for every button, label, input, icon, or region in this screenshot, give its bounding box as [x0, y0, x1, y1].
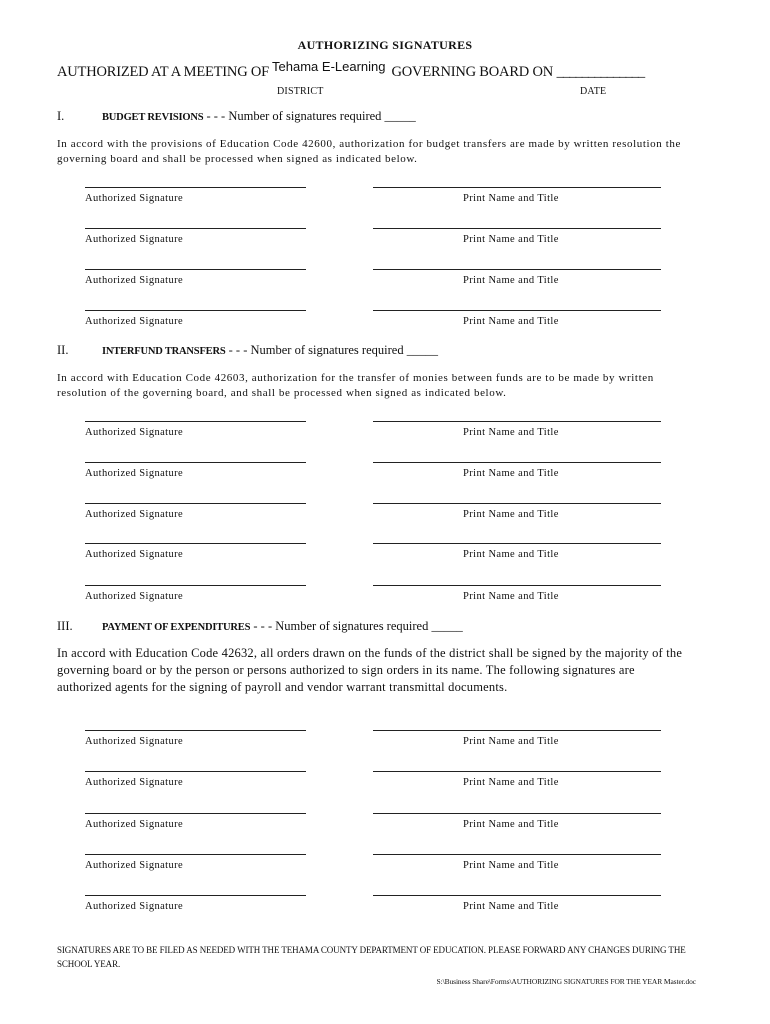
print-name-title-line[interactable]: [373, 462, 661, 463]
section-paragraph: In accord with the provisions of Education Code 42600, authorization for budget transfers are made by written resolution the governing board and shall be processed when signed as indicated below.: [57, 138, 681, 165]
print-name-title-label: Print Name and Title: [463, 549, 559, 560]
authorized-signature-label: Authorized Signature: [85, 860, 184, 871]
print-name-title-label: Print Name and Title: [463, 468, 559, 479]
print-name-title-label: Print Name and Title: [463, 316, 559, 327]
section-budget-revisions-heading: [57, 109, 64, 124]
print-name-title-label: Print Name and Title: [463, 591, 559, 602]
authorized-signature-line[interactable]: [85, 228, 306, 229]
authorized-signature-line[interactable]: [85, 462, 306, 463]
print-name-title-label: Print Name and Title: [463, 860, 559, 871]
print-name-title-label: Print Name and Title: [463, 275, 559, 286]
authorized-signature-line[interactable]: [85, 585, 306, 586]
section-title: INTERFUND TRANSFERS: [102, 346, 226, 357]
section-number: I.: [57, 109, 65, 123]
authorized-signature-label: Authorized Signature: [85, 549, 184, 560]
authorized-signature-line[interactable]: [85, 187, 306, 188]
signatures-required-field[interactable]: - - - Number of signatures required _____: [206, 109, 416, 123]
authorized-signature-line[interactable]: [85, 730, 306, 731]
print-name-title-line[interactable]: [373, 269, 661, 270]
authorized-signature-label: Authorized Signature: [85, 275, 184, 286]
print-name-title-label: Print Name and Title: [463, 193, 559, 204]
signatures-required-field[interactable]: - - - Number of signatures required _____: [228, 343, 438, 357]
authorized-signature-line[interactable]: [85, 310, 306, 311]
print-name-title-line[interactable]: [373, 503, 661, 504]
authorized-signature-label: Authorized Signature: [85, 234, 184, 245]
section-budget-revisions-title-row: [102, 109, 416, 124]
section-number: II.: [57, 343, 69, 357]
section-title: BUDGET REVISIONS: [102, 112, 204, 123]
print-name-title-label: Print Name and Title: [463, 901, 559, 912]
authorized-signature-label: Authorized Signature: [85, 193, 184, 204]
form-title: AUTHORIZING SIGNATURES: [297, 38, 473, 52]
authorized-signature-label: Authorized Signature: [85, 819, 184, 830]
print-name-title-line[interactable]: [373, 813, 661, 814]
print-name-title-label: Print Name and Title: [463, 777, 559, 788]
section-number: III.: [57, 619, 73, 633]
section-interfund-transfers-heading: [57, 343, 68, 358]
authorized-signature-label: Authorized Signature: [85, 427, 184, 438]
authorized-signature-label: Authorized Signature: [85, 591, 184, 602]
authorized-signature-label: Authorized Signature: [85, 901, 184, 912]
print-name-title-line[interactable]: [373, 585, 661, 586]
authorized-signature-label: Authorized Signature: [85, 777, 184, 788]
section-paragraph: In accord with Education Code 42632, all orders drawn on the funds of the district shall be signed by the majority of the governing board or by the person or persons authorized to sign orders in its name. The following signatures are authorized agents for the signing of payroll and vendor warrant transmittal documents.: [57, 646, 683, 694]
section-payment-of-expenditures-title-row: [102, 619, 463, 634]
authorized-signature-line[interactable]: [85, 813, 306, 814]
print-name-title-label: Print Name and Title: [463, 509, 559, 520]
district-caption: DISTRICT: [277, 86, 324, 97]
footer-note: SIGNATURES ARE TO BE FILED AS NEEDED WITH THE TEHAMA COUNTY DEPARTMENT OF EDUCATION. PLEASE FORWARD ANY CHANGES DURING THE SCHOOL YEAR.: [57, 945, 686, 969]
print-name-title-line[interactable]: [373, 228, 661, 229]
print-name-title-label: Print Name and Title: [463, 736, 559, 747]
print-name-title-label: Print Name and Title: [463, 234, 559, 245]
print-name-title-line[interactable]: [373, 730, 661, 731]
print-name-title-line[interactable]: [373, 421, 661, 422]
authorized-signature-line[interactable]: [85, 771, 306, 772]
print-name-title-line[interactable]: [373, 310, 661, 311]
section-interfund-transfers-title-row: [102, 343, 438, 358]
authorized-signature-label: Authorized Signature: [85, 468, 184, 479]
authorized-signature-line[interactable]: [85, 269, 306, 270]
file-path: S:\Business Share\Forms\AUTHORIZING SIGNATURES FOR THE YEAR Master.doc: [436, 977, 696, 986]
authorized-signature-line[interactable]: [85, 421, 306, 422]
print-name-title-label: Print Name and Title: [463, 819, 559, 830]
authorized-signature-line[interactable]: [85, 854, 306, 855]
section-payment-of-expenditures-heading: [57, 619, 73, 634]
print-name-title-line[interactable]: [373, 187, 661, 188]
header-mid: GOVERNING BOARD ON: [391, 64, 554, 80]
print-name-title-line[interactable]: [373, 854, 661, 855]
authorized-signature-line[interactable]: [85, 543, 306, 544]
section-title: PAYMENT OF EXPENDITURES: [102, 622, 251, 633]
authorized-signature-line[interactable]: [85, 503, 306, 504]
print-name-title-line[interactable]: [373, 771, 661, 772]
print-name-title-line[interactable]: [373, 895, 661, 896]
meeting-date-field[interactable]: ______________: [556, 64, 645, 80]
print-name-title-label: Print Name and Title: [463, 427, 559, 438]
header-lead: AUTHORIZED AT A MEETING OF: [57, 64, 270, 80]
district-name-field[interactable]: Tehama E-Learning: [272, 59, 386, 74]
meeting-header: [57, 59, 645, 81]
date-caption: DATE: [580, 86, 607, 97]
authorized-signature-label: Authorized Signature: [85, 316, 184, 327]
authorized-signature-label: Authorized Signature: [85, 509, 184, 520]
section-paragraph: In accord with Education Code 42603, authorization for the transfer of monies between funds are to be made by written resolution of the governing board, and shall be processed when signed as indicated below.: [57, 372, 654, 399]
authorized-signature-line[interactable]: [85, 895, 306, 896]
print-name-title-line[interactable]: [373, 543, 661, 544]
authorized-signature-label: Authorized Signature: [85, 736, 184, 747]
signatures-required-field[interactable]: - - - Number of signatures required _____: [253, 619, 463, 633]
